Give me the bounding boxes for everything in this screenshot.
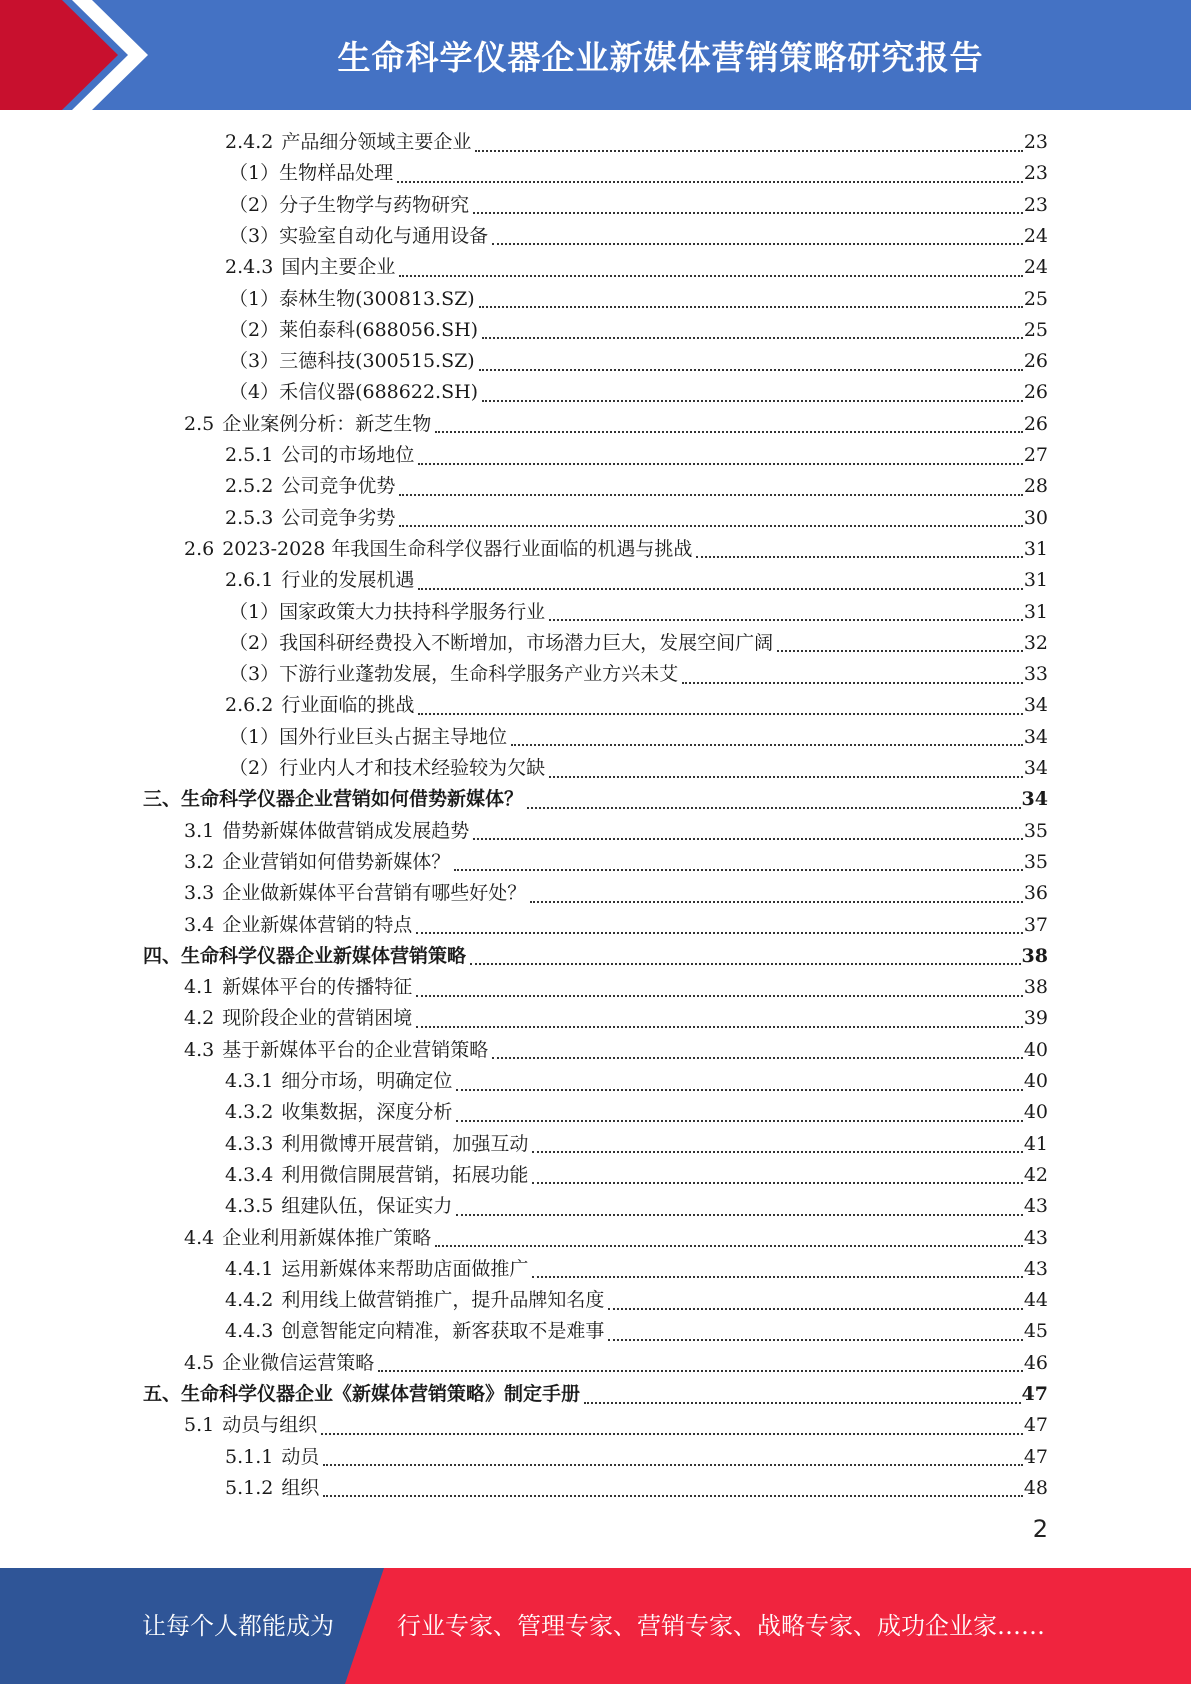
toc-entry-page: 43 xyxy=(1023,1257,1048,1280)
toc-entry-title: 生命科学仪器企业营销如何借势新媒体？ xyxy=(181,788,524,811)
toc-entry-title: 公司竞争优势 xyxy=(281,475,396,498)
toc-dot-leader xyxy=(399,525,1022,527)
toc-entry[interactable] xyxy=(184,1035,1048,1066)
toc-entry-title: 三德科技(300515.SZ) xyxy=(279,350,475,373)
toc-entry-title: 下游行业蓬勃发展，生命科学服务产业方兴未艾 xyxy=(279,663,679,686)
toc-entry-title: 我国科研经费投入不断增加，市场潜力巨大，发展空间广阔 xyxy=(279,631,774,654)
toc-entry[interactable] xyxy=(229,753,1048,784)
toc-entry[interactable] xyxy=(184,910,1048,941)
toc-entry-number: （1） xyxy=(229,600,280,623)
toc-entry-page: 38 xyxy=(1021,944,1048,967)
toc-entry-number: 2.5.2 xyxy=(225,475,274,498)
toc-dot-leader xyxy=(527,807,1021,809)
toc-entry-number: （2） xyxy=(229,318,280,341)
toc-entry-title: 企业营销如何借势新媒体？ xyxy=(222,850,451,873)
toc-entry-number: 四、 xyxy=(143,944,182,967)
toc-entry-title: 创意智能定向精准，新客获取不是难事 xyxy=(281,1320,605,1343)
toc-entry-title: 实验室自动化与通用设备 xyxy=(279,224,489,247)
toc-entry-page: 43 xyxy=(1023,1226,1048,1249)
toc-entry-title: 细分市场，明确定位 xyxy=(281,1070,453,1092)
toc-entry-number: 4.3.4 xyxy=(225,1163,274,1186)
toc-entry-title: 运用新媒体来帮助店面做推广 xyxy=(281,1257,529,1280)
toc-entry-title: 收集数据，深度分析 xyxy=(281,1101,453,1124)
toc-entry-number: 5.1.2 xyxy=(225,1476,274,1499)
toc-dot-leader xyxy=(777,650,1023,652)
toc-entry-page: 35 xyxy=(1023,850,1048,873)
report-title: 生命科学仪器企业新媒体营销策略研究报告 xyxy=(337,37,984,77)
toc-dot-leader xyxy=(482,337,1023,339)
toc-entry[interactable] xyxy=(225,440,1048,471)
toc-entry-number: 3.3 xyxy=(184,882,215,905)
toc-entry[interactable] xyxy=(225,1316,1048,1347)
toc-entry[interactable] xyxy=(143,1379,1048,1410)
toc-entry-page: 48 xyxy=(1023,1476,1048,1499)
toc-entry-title: 新媒体平台的传播特征 xyxy=(222,976,413,999)
toc-entry-number: （3） xyxy=(229,224,280,247)
toc-entry-title: 禾信仪器(688622.SH) xyxy=(279,381,479,404)
toc-entry[interactable] xyxy=(229,315,1048,346)
toc-entry[interactable] xyxy=(229,190,1048,221)
toc-entry[interactable] xyxy=(225,1254,1048,1285)
toc-entry[interactable] xyxy=(225,1129,1048,1160)
toc-dot-leader xyxy=(696,556,1022,558)
toc-entry-title: 企业新媒体营销的特点 xyxy=(222,913,413,936)
toc-dot-leader xyxy=(584,1402,1021,1404)
toc-entry-page: 42 xyxy=(1023,1163,1048,1186)
toc-entry-number: 5.1 xyxy=(184,1414,215,1437)
toc-entry[interactable] xyxy=(229,346,1048,377)
page-footer xyxy=(0,1568,1191,1684)
toc-entry[interactable] xyxy=(184,816,1048,847)
toc-entry-page: 24 xyxy=(1023,224,1048,247)
toc-entry-page: 45 xyxy=(1023,1320,1048,1343)
toc-entry[interactable] xyxy=(184,409,1048,440)
toc-entry-page: 36 xyxy=(1023,882,1048,905)
toc-entry-page: 35 xyxy=(1023,819,1048,842)
toc-dot-leader xyxy=(397,181,1023,183)
toc-entry-page: 40 xyxy=(1023,1070,1048,1092)
toc-entry[interactable] xyxy=(225,565,1048,596)
page-number: 2 xyxy=(1032,1515,1048,1543)
toc-entry-title: 基于新媒体平台的企业营销策略 xyxy=(222,1038,489,1061)
toc-dot-leader xyxy=(682,682,1023,684)
toc-entry-page: 26 xyxy=(1023,350,1048,373)
toc-entry-number: 4.2 xyxy=(184,1007,215,1030)
toc-entry-title: 生命科学仪器企业新媒体营销策略 xyxy=(181,944,467,967)
toc-entry-title: 企业利用新媒体推广策略 xyxy=(222,1226,432,1249)
toc-entry[interactable] xyxy=(229,221,1048,252)
toc-entry-number: 4.5 xyxy=(184,1351,215,1374)
toc-entry[interactable] xyxy=(229,284,1048,315)
toc-dot-leader xyxy=(492,1057,1023,1059)
toc-entry[interactable] xyxy=(184,1410,1048,1441)
toc-dot-leader xyxy=(479,369,1023,371)
toc-entry-title: 企业微信运营策略 xyxy=(222,1351,375,1374)
toc-dot-leader xyxy=(323,1464,1022,1466)
toc-entry[interactable] xyxy=(225,1097,1048,1128)
toc-entry-title: 利用微博开展营销，加强互动 xyxy=(281,1132,529,1155)
toc-entry-page: 40 xyxy=(1023,1038,1048,1061)
toc-dot-leader xyxy=(456,1120,1022,1122)
toc-entry-number: 4.4.2 xyxy=(225,1289,274,1312)
toc-dot-leader xyxy=(532,1276,1022,1278)
toc-entry-number: 2.5.3 xyxy=(225,506,274,529)
toc-entry-page: 39 xyxy=(1023,1007,1048,1030)
toc-entry-title: 产品细分领域主要企业 xyxy=(281,131,472,153)
toc-entry[interactable] xyxy=(225,1191,1048,1222)
toc-entry[interactable] xyxy=(229,158,1048,189)
toc-dot-leader xyxy=(492,243,1023,245)
toc-entry[interactable] xyxy=(225,1160,1048,1191)
toc-entry-title: 利用微信開展营销，拓展功能 xyxy=(281,1163,529,1186)
toc-dot-leader xyxy=(511,744,1023,746)
toc-entry[interactable] xyxy=(225,1473,1048,1504)
toc-dot-leader xyxy=(416,932,1023,934)
toc-entry-number: 2.6.2 xyxy=(225,694,274,717)
toc-entry[interactable] xyxy=(225,1066,1048,1097)
toc-entry[interactable] xyxy=(184,1223,1048,1254)
toc-entry[interactable] xyxy=(184,972,1048,1003)
toc-entry-page: 34 xyxy=(1023,694,1048,717)
toc-dot-leader xyxy=(399,494,1022,496)
toc-entry[interactable] xyxy=(229,722,1048,753)
toc-entry[interactable] xyxy=(225,127,1048,158)
toc-entry-page: 34 xyxy=(1023,757,1048,779)
toc-entry-page: 41 xyxy=(1023,1132,1048,1155)
toc-entry[interactable] xyxy=(225,252,1048,283)
toc-entry-title: 企业做新媒体平台营销有哪些好处？ xyxy=(222,882,527,905)
toc-entry-title: 公司竞争劣势 xyxy=(281,506,396,529)
toc-entry-number: （2） xyxy=(229,193,280,216)
toc-entry-title: 泰林生物(300813.SZ) xyxy=(279,287,475,310)
toc-entry-title: 现阶段企业的营销困境 xyxy=(222,1007,413,1030)
toc-dot-leader xyxy=(418,463,1022,465)
toc-entry-number: 2.4.2 xyxy=(225,131,274,153)
toc-entry-page: 25 xyxy=(1023,287,1048,310)
toc-entry-page: 33 xyxy=(1023,663,1048,686)
toc-entry-number: 2.5 xyxy=(184,412,215,435)
toc-entry-page: 23 xyxy=(1023,162,1048,185)
toc-entry[interactable] xyxy=(184,1348,1048,1379)
toc-entry[interactable] xyxy=(225,1285,1048,1316)
toc-dot-leader xyxy=(456,1089,1022,1091)
toc-entry-page: 28 xyxy=(1023,475,1048,498)
toc-entry-page: 44 xyxy=(1023,1289,1048,1312)
toc-entry-title: 行业的发展机遇 xyxy=(281,569,415,592)
toc-entry-title: 利用线上做营销推广，提升品牌知名度 xyxy=(281,1289,605,1312)
toc-entry-title: 国外行业巨头占据主导地位 xyxy=(279,725,508,748)
toc-entry-number: 3.1 xyxy=(184,819,215,842)
toc-entry-page: 46 xyxy=(1023,1351,1048,1374)
toc-entry-number: 三、 xyxy=(143,788,182,811)
toc-dot-leader xyxy=(530,901,1023,903)
toc-dot-leader xyxy=(456,1214,1022,1216)
toc-dot-leader xyxy=(549,619,1023,621)
toc-entry-number: （2） xyxy=(229,631,280,654)
toc-entry[interactable] xyxy=(225,690,1048,721)
toc-dot-leader xyxy=(418,713,1022,715)
toc-entry-number: 4.3.2 xyxy=(225,1101,274,1124)
toc-entry-page: 37 xyxy=(1023,913,1048,936)
toc-entry[interactable] xyxy=(229,377,1048,408)
toc-dot-leader xyxy=(416,995,1023,997)
toc-entry[interactable] xyxy=(184,534,1048,565)
toc-entry[interactable] xyxy=(229,659,1048,690)
toc-entry-title: 行业面临的挑战 xyxy=(281,694,415,717)
page-header xyxy=(0,0,1191,110)
toc-entry-number: 3.2 xyxy=(184,850,215,873)
toc-entry-number: （4） xyxy=(229,381,280,404)
toc-dot-leader xyxy=(470,963,1021,965)
toc-entry[interactable] xyxy=(184,878,1048,909)
toc-entry-number: （3） xyxy=(229,350,280,373)
toc-entry-number: 2.6.1 xyxy=(225,569,274,592)
toc-entry-page: 47 xyxy=(1023,1445,1048,1468)
toc-entry-number: （1） xyxy=(229,162,280,185)
toc-entry-title: 组建队伍，保证实力 xyxy=(281,1195,453,1218)
toc-entry-page: 26 xyxy=(1023,381,1048,404)
toc-entry-number: 4.1 xyxy=(184,976,215,999)
toc-entry-number: 4.4.3 xyxy=(225,1320,274,1343)
toc-entry[interactable] xyxy=(143,941,1048,972)
toc-entry-page: 31 xyxy=(1023,600,1048,623)
toc-entry-page: 23 xyxy=(1023,193,1048,216)
toc-entry-number: 4.4.1 xyxy=(225,1257,274,1280)
toc-entry[interactable] xyxy=(225,471,1048,502)
toc-entry-title: 2023-2028 年我国生命科学仪器行业面临的机遇与挑战 xyxy=(222,537,693,560)
toc-entry-number: （1） xyxy=(229,287,280,310)
footer-slogan-right: 行业专家、管理专家、营销专家、战略专家、成功企业家…… xyxy=(397,1612,1045,1640)
toc-entry-page: 34 xyxy=(1021,788,1048,811)
footer-slogan-left: 让每个人都能成为 xyxy=(142,1612,334,1640)
toc-entry-title: 企业案例分析：新芝生物 xyxy=(222,412,432,435)
toc-entry-title: 动员与组织 xyxy=(222,1414,318,1437)
toc-entry-page: 23 xyxy=(1023,131,1048,153)
toc-dot-leader xyxy=(475,150,1022,152)
toc-entry-number: 五、 xyxy=(143,1383,182,1405)
toc-entry-title: 公司的市场地位 xyxy=(281,444,415,466)
toc-entry-number: （2） xyxy=(229,757,280,779)
toc-entry-number: 5.1.1 xyxy=(225,1445,274,1468)
toc-entry-title: 生物样品处理 xyxy=(279,162,394,185)
toc-entry-number: 4.3.1 xyxy=(225,1070,274,1092)
toc-entry-page: 30 xyxy=(1023,506,1048,529)
toc-entry-number: 4.3.5 xyxy=(225,1195,274,1218)
toc-entry-page: 27 xyxy=(1023,444,1048,466)
toc-entry[interactable] xyxy=(143,784,1048,815)
toc-entry-page: 26 xyxy=(1023,412,1048,435)
toc-dot-leader xyxy=(532,1151,1022,1153)
toc-entry-number: （3） xyxy=(229,663,280,686)
toc-entry-number: 2.5.1 xyxy=(225,444,274,466)
toc-entry-page: 31 xyxy=(1023,569,1048,592)
toc-entry[interactable] xyxy=(225,1442,1048,1473)
toc-entry-page: 38 xyxy=(1023,976,1048,999)
toc-entry-title: 莱伯泰科(688056.SH) xyxy=(279,318,479,341)
toc-dot-leader xyxy=(399,275,1022,277)
toc-entry-title: 生命科学仪器企业《新媒体营销策略》制定手册 xyxy=(181,1383,581,1405)
toc-dot-leader xyxy=(435,1245,1023,1247)
toc-dot-leader xyxy=(323,1495,1022,1497)
toc-entry-title: 行业内人才和技术经验较为欠缺 xyxy=(279,757,546,779)
toc-entry-number: 3.4 xyxy=(184,913,215,936)
toc-entry-title: 分子生物学与药物研究 xyxy=(279,193,470,216)
toc-dot-leader xyxy=(549,776,1023,778)
toc-entry[interactable] xyxy=(184,847,1048,878)
toc-dot-leader xyxy=(435,431,1023,433)
toc-entry-title: 组织 xyxy=(281,1476,320,1499)
toc-entry-page: 32 xyxy=(1023,631,1048,654)
toc-dot-leader xyxy=(418,588,1022,590)
toc-dot-leader xyxy=(482,400,1023,402)
toc-entry-page: 31 xyxy=(1023,537,1048,560)
toc-entry-page: 47 xyxy=(1023,1414,1048,1437)
toc-entry-number: 2.4.3 xyxy=(225,256,274,279)
toc-entry-page: 47 xyxy=(1021,1383,1048,1405)
toc-dot-leader xyxy=(532,1182,1022,1184)
toc-dot-leader xyxy=(473,838,1023,840)
toc-dot-leader xyxy=(479,306,1023,308)
toc-entry-page: 24 xyxy=(1023,256,1048,279)
toc-entry-page: 25 xyxy=(1023,318,1048,341)
toc-entry-page: 40 xyxy=(1023,1101,1048,1124)
toc-entry-title: 借势新媒体做营销成发展趋势 xyxy=(222,819,470,842)
toc-entry[interactable] xyxy=(229,597,1048,628)
toc-entry-page: 43 xyxy=(1023,1195,1048,1218)
toc-dot-leader xyxy=(416,1026,1023,1028)
toc-entry-title: 国内主要企业 xyxy=(281,256,396,279)
toc-dot-leader xyxy=(378,1370,1023,1372)
toc-entry[interactable] xyxy=(225,503,1048,534)
toc-dot-leader xyxy=(454,869,1023,871)
toc-entry-number: 4.4 xyxy=(184,1226,215,1249)
toc-entry-number: 2.6 xyxy=(184,537,215,560)
toc-entry-number: 4.3 xyxy=(184,1038,215,1061)
toc-entry-title: 国家政策大力扶持科学服务行业 xyxy=(279,600,546,623)
toc-entry-number: （1） xyxy=(229,725,280,748)
toc-dot-leader xyxy=(473,212,1023,214)
toc-dot-leader xyxy=(608,1308,1022,1310)
toc-entry[interactable] xyxy=(229,628,1048,659)
header-arrow-decoration xyxy=(0,0,160,110)
toc-entry-number: 4.3.3 xyxy=(225,1132,274,1155)
toc-dot-leader xyxy=(321,1433,1023,1435)
toc-dot-leader xyxy=(608,1339,1022,1341)
toc-entry[interactable] xyxy=(184,1003,1048,1034)
toc-entry-title: 动员 xyxy=(281,1445,320,1468)
toc-entry-page: 34 xyxy=(1023,725,1048,748)
